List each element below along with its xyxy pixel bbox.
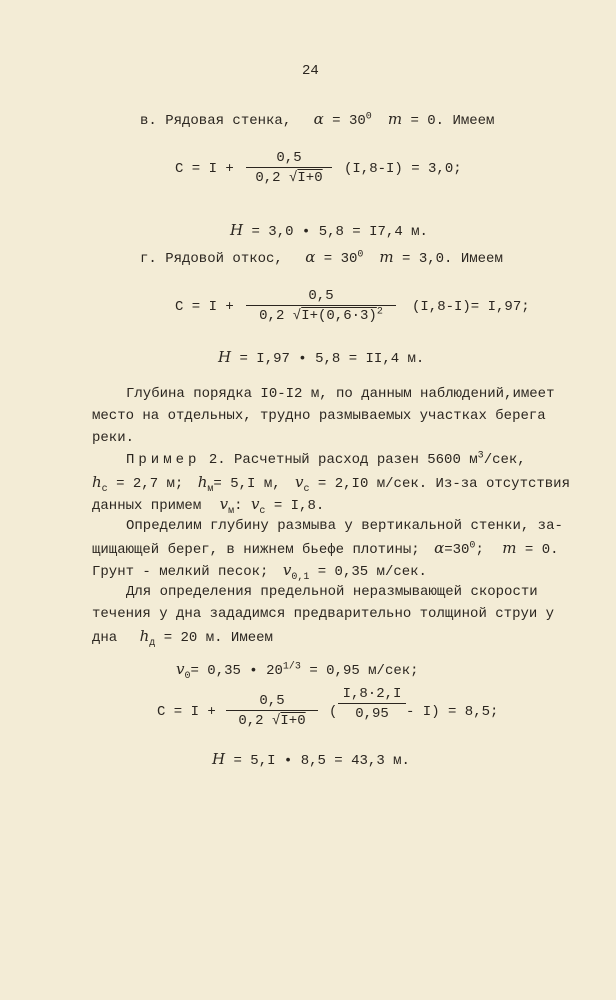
- equation-6-rhs: - I) = 8,5;: [406, 704, 499, 720]
- text-line: место на отдельных, трудно размываемых участках берега: [92, 408, 546, 424]
- text-line: течения у дна зададимся предварительно толщиной струи у: [92, 606, 555, 622]
- equation-3-lhs: C = I +: [175, 299, 234, 315]
- text-line: Глубина порядка I0-I2 м, по данным наблюдений,имеет: [126, 386, 555, 402]
- text-line: Грунт - мелкий песок; $v_{0,1} = 0,35$ м/сек.: [92, 561, 427, 583]
- equation-6-open-paren: (: [329, 704, 338, 720]
- equation-7: H = 5,I • 8,5 = 43,3 м.: [212, 750, 410, 769]
- equation-5: $v_0= 0,35$ • $20^{1/3} = 0,95$ м/сек;: [176, 660, 419, 682]
- text-line: Для определения предельной неразмывающей скорости: [126, 584, 538, 600]
- ratio-line: данных примем $v_м$: $v_c = I,8$.: [92, 495, 325, 517]
- equation-3-fraction: $\frac{0,5}{0,2 √I+(0,6\cdot 3)^2}$: [246, 288, 396, 324]
- equation-4: H = I,97 • 5,8 = II,4 м.: [218, 348, 425, 367]
- equation-1-fraction: $\frac{0,5}{0,2 √I+0}$: [246, 150, 332, 186]
- equation-1-rhs: (I,8-I) = 3,0;: [344, 161, 462, 177]
- paragraph-v-heading: в. Рядовая стенка, $\alpha = 30^0$ m = 0. Имеем: [140, 110, 495, 129]
- equation-6-lhs: C = I +: [157, 704, 216, 720]
- paragraph-g-heading: г. Рядовой откос, $\alpha = 30^0$ m = 3,0. Имеем: [140, 248, 503, 267]
- equation-1-lhs: C = I +: [175, 161, 234, 177]
- equation-6-fraction: $\frac{0,5}{0,2 √I+0}$: [226, 693, 318, 729]
- equation-2: H = 3,0 • 5,8 = I7,4 м.: [230, 221, 428, 240]
- example-heading: Пример 2. Расчетный расход разен 5600 $м^3$/сек,: [126, 450, 526, 468]
- text-line: реки.: [92, 430, 135, 446]
- parameters-line: $h_c = 2,7$ м; $h_м= 5,I$ м, $v_c = 2,I0$ м/сек. Из-за отсутствия: [92, 473, 570, 495]
- equation-3-rhs: (I,8-I)= I,97;: [412, 299, 530, 315]
- text-line: Определим глубину размыва у вертикальной стенки, за-: [126, 518, 563, 534]
- text-line: щищающей берег, в нижнем бьефе плотины; $\alpha=30^0$; m = 0.: [92, 539, 559, 558]
- equation-6-inner-fraction: $\frac{I,8\cdot 2,I}{0,95}$: [338, 686, 406, 722]
- page-number: 24: [302, 63, 319, 79]
- text-line: дна $h_д = 20$ м. Имеем: [92, 627, 273, 649]
